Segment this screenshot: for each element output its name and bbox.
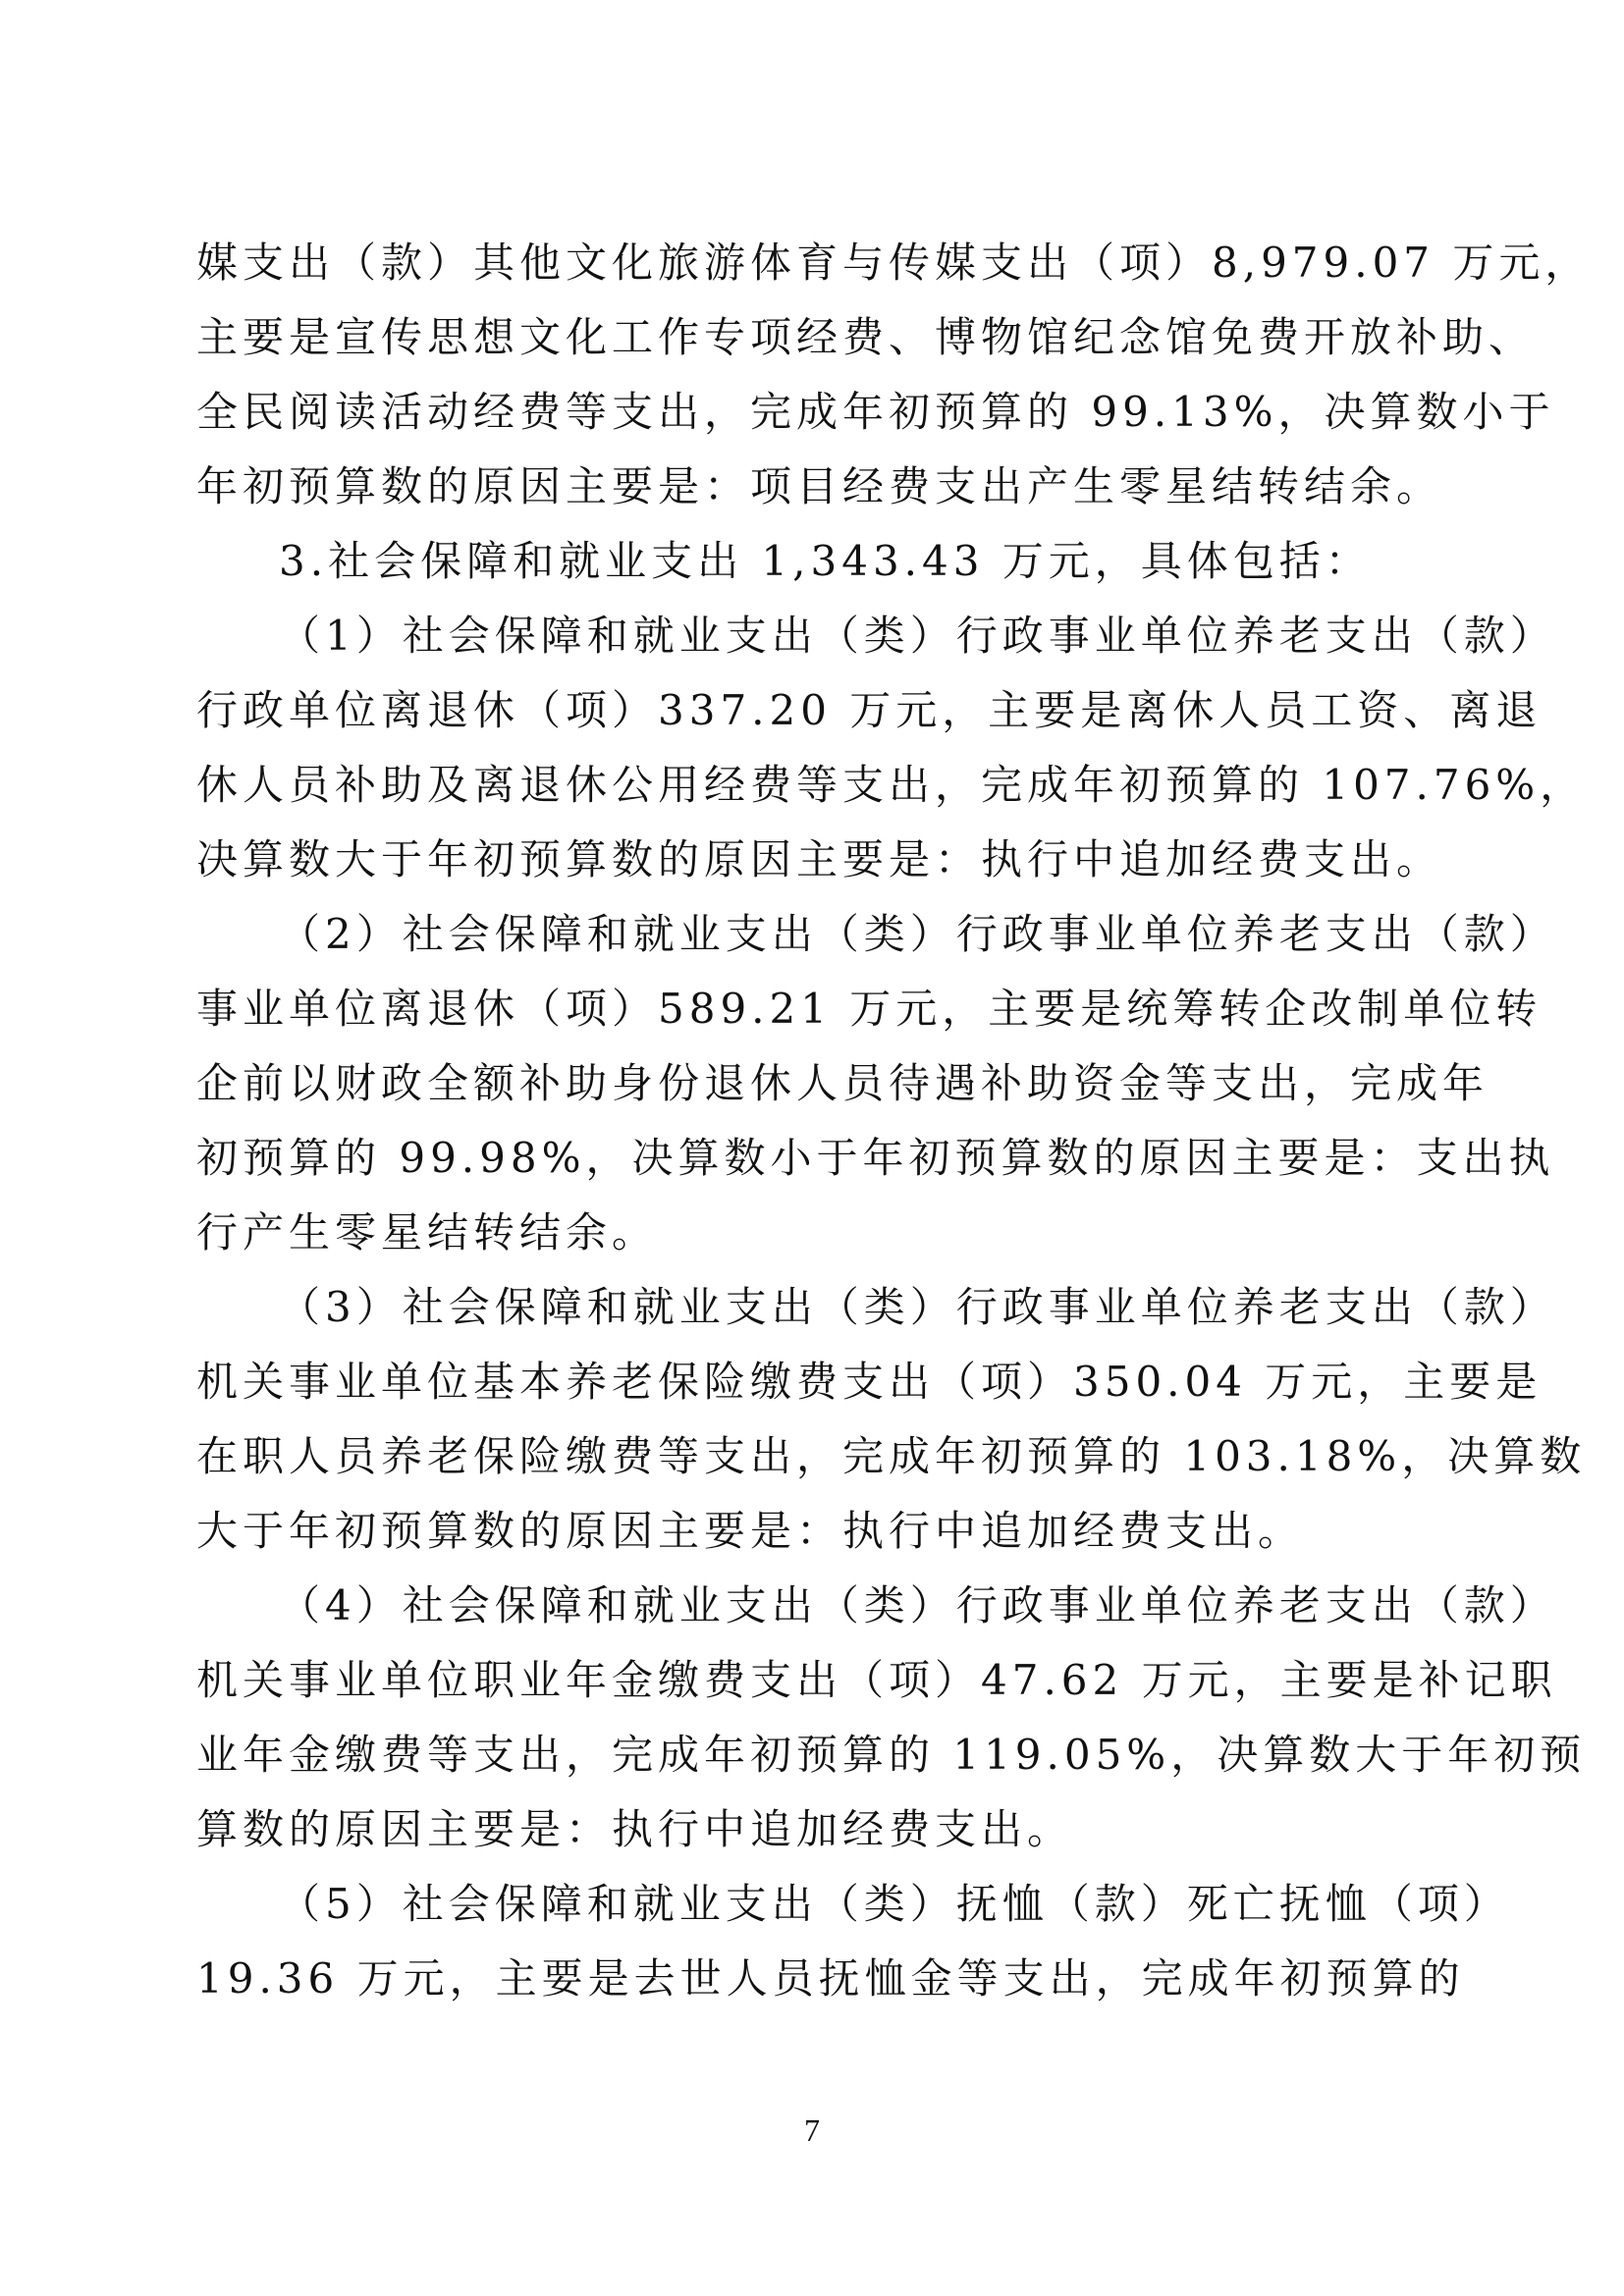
text-line-6: （1）社会保障和就业支出（类）行政事业单位养老支出（款） [279,612,1556,660]
text-line-13: 初预算的 99.98%，决算数小于年初预算数的原因主要是：支出执 [196,1134,1555,1182]
text-line-18: 大于年初预算数的原因主要是：执行中追加经费支出。 [196,1507,1305,1555]
text-line-14: 行产生零星结转结余。 [196,1208,659,1256]
text-line-24: 19.36 万元，主要是去世人员抚恤金等支出，完成年初预算的 [196,1954,1465,2002]
text-line-23: （5）社会保障和就业支出（类）抚恤（款）死亡抚恤（项） [279,1880,1510,1928]
page-number: 7 [804,2112,820,2148]
text-line-3: 全民阅读活动经费等支出，完成年初预算的 99.13%，决算数小于 [196,388,1555,436]
text-line-8: 休人员补助及离退休公用经费等支出，完成年初预算的 107.76%， [196,761,1587,809]
text-line-21: 业年金缴费等支出，完成年初预算的 119.05%，决算数大于年初预 [196,1731,1587,1779]
text-line-19: （4）社会保障和就业支出（类）行政事业单位养老支出（款） [279,1581,1556,1629]
section-heading-3: 3.社会保障和就业支出 1,343.43 万元，具体包括： [279,537,1372,585]
text-line-15: （3）社会保障和就业支出（类）行政事业单位养老支出（款） [279,1283,1556,1331]
text-line-9: 决算数大于年初预算数的原因主要是：执行中追加经费支出。 [196,835,1443,883]
text-line-4: 年初预算数的原因主要是：项目经费支出产生零星结转结余。 [196,462,1443,510]
text-line-12: 企前以财政全额补助身份退休人员待遇补助资金等支出，完成年 [196,1059,1489,1107]
text-line-22: 算数的原因主要是：执行中追加经费支出。 [196,1805,1074,1853]
text-line-16: 机关事业单位基本养老保险缴费支出（项）350.04 万元，主要是 [196,1358,1543,1406]
text-line-7: 行政单位离退休（项）337.20 万元，主要是离休人员工资、离退 [196,686,1543,734]
text-line-2: 主要是宣传思想文化工作专项经费、博物馆纪念馆免费开放补助、 [196,313,1536,361]
text-line-10: （2）社会保障和就业支出（类）行政事业单位养老支出（款） [279,910,1556,958]
text-line-20: 机关事业单位职业年金缴费支出（项）47.62 万元，主要是补记职 [196,1656,1557,1704]
text-line-1: 媒支出（款）其他文化旅游体育与传媒支出（项）8,979.07 万元， [196,239,1592,287]
text-line-11: 事业单位离退休（项）589.21 万元，主要是统筹转企改制单位转 [196,985,1543,1033]
text-line-17: 在职人员养老保险缴费等支出，完成年初预算的 103.18%，决算数 [196,1432,1587,1480]
